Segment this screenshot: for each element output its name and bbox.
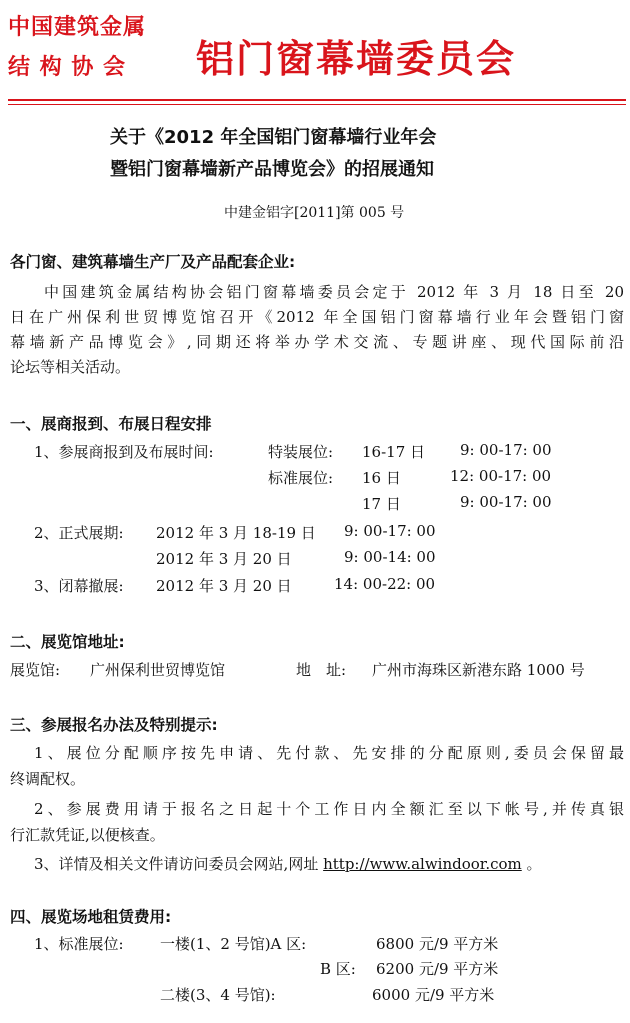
exhibition-time: 9: 00-14: 00 [344,548,436,566]
notice-title-line1: 关于《2012 年全国铝门窗幕墙行业年会 [110,127,437,148]
section3-item1-line1: 1、展位分配顺序按先申请、先付款、先安排的分配原则,委员会保留最 [34,744,624,762]
rental-floor: B 区: [320,960,356,978]
address-label: 地 址: [296,661,347,679]
setup-time: 9: 00-17: 00 [460,493,552,511]
section1-item3-label: 3、闭幕撤展: [34,577,124,595]
rental-floor: 二楼(3、4 号馆): [160,986,276,1004]
section3-item1-line2: 终调配权。 [10,770,86,788]
website-link[interactable]: http://www.alwindoor.com [323,855,522,873]
rental-price: 6800 元/9 平方米 [376,935,499,953]
section2-heading: 二、展览馆地址: [10,633,125,651]
exhibition-time: 9: 00-17: 00 [344,522,436,540]
section3-item3-end: 。 [526,855,542,873]
booth-type: 特装展位: [268,443,334,461]
section4-item1-label: 1、标准展位: [34,935,124,953]
salutation: 各门窗、建筑幕墙生产厂及产品配套企业: [10,253,296,271]
venue-name: 广州保利世贸博览馆 [90,661,226,679]
setup-date: 16 日 [362,469,401,487]
setup-time: 12: 00-17: 00 [450,467,552,485]
document-number: 中建金铝字[2011]第 005 号 [224,205,405,221]
rental-price: 6200 元/9 平方米 [376,960,499,978]
section1-heading: 一、展商报到、布展日程安排 [10,415,212,433]
notice-title-line2: 暨铝门窗幕墙新产品博览会》的招展通知 [110,159,434,180]
setup-time: 9: 00-17: 00 [460,441,552,459]
venue-address: 广州市海珠区新港东路 1000 号 [372,661,585,679]
header-rule-thin [8,104,626,105]
teardown-date: 2012 年 3 月 20 日 [156,577,292,595]
intro-line3: 幕墙新产品博览会》,同期还将举办学术交流、专题讲座、现代国际前沿 [10,333,624,351]
intro-line4: 论坛等相关活动。 [10,358,131,376]
booth-type: 标准展位: [268,469,334,487]
section1-item2-label: 2、正式展期: [34,524,124,542]
section1-item1-label: 1、参展商报到及布展时间: [34,443,214,461]
section3-item3 [34,853,542,874]
section3-item3-text: 3、详情及相关文件请访问委员会网站,网址 [34,855,319,873]
section3-item2-line1: 2、参展费用请于报名之日起十个工作日内全额汇至以下帐号,并传真银 [34,800,624,818]
setup-date: 16-17 日 [362,443,426,461]
org-name-line2: 结 构 协 会 [8,55,126,80]
section4-heading: 四、展览场地租赁费用: [10,908,172,926]
teardown-time: 14: 00-22: 00 [334,575,436,593]
venue-label: 展览馆: [10,661,61,679]
exhibition-date: 2012 年 3 月 20 日 [156,550,292,568]
org-name-line1: 中国建筑金属 [8,15,147,40]
rental-price: 6000 元/9 平方米 [372,986,495,1004]
section3-item2-line2: 行汇款凭证,以便核查。 [10,826,165,844]
exhibition-date: 2012 年 3 月 18-19 日 [156,524,316,542]
rental-floor: 一楼(1、2 号馆)A 区: [160,935,307,953]
committee-name: 铝门窗幕墙委员会 [196,37,517,81]
intro-line1: 中国建筑金属结构协会铝门窗幕墙委员会定于 2012 年 3 月 18 日至 20 [44,283,624,301]
intro-line2: 日在广州保利世贸博览馆召开《2012 年全国铝门窗幕墙行业年会暨铝门窗 [10,308,624,326]
header-rule-thick [8,99,626,101]
setup-date: 17 日 [362,495,401,513]
section3-heading: 三、参展报名办法及特别提示: [10,716,218,734]
